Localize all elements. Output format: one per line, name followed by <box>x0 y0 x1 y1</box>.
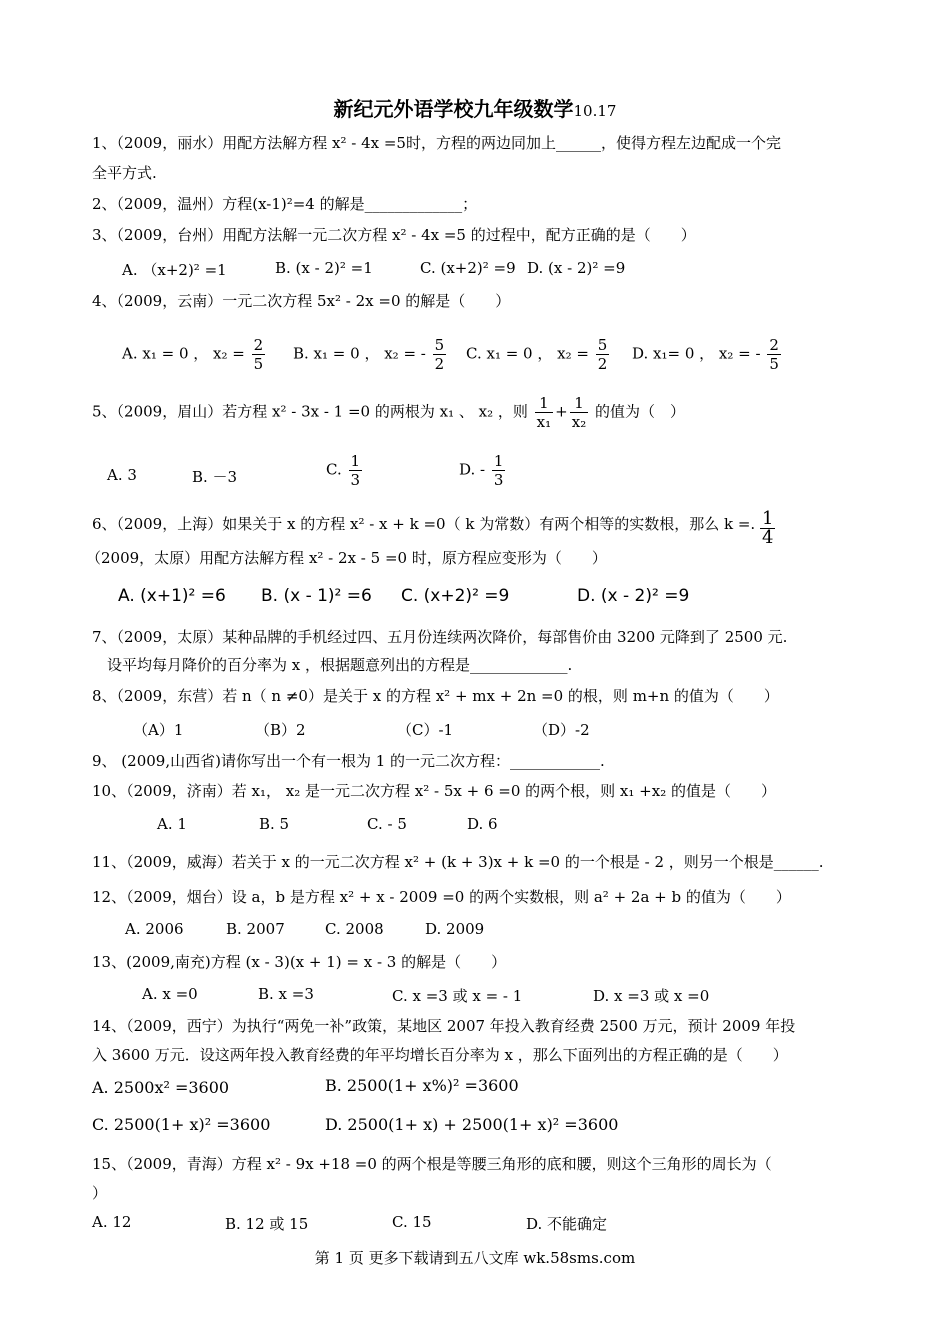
q4-option-c-text: C. x₁ = 0 ， x₂ = <box>466 344 589 363</box>
q4-option-b <box>293 336 448 373</box>
q4-option-b-frac <box>433 336 447 373</box>
frac-den: 4 <box>762 527 774 548</box>
q15-option-d: D. 不能确定 <box>526 1215 608 1233</box>
frac-num: 1 <box>493 452 504 470</box>
frac-den: 3 <box>493 471 504 489</box>
frac-den: 5 <box>769 355 779 373</box>
q4-option-c-frac <box>596 336 610 373</box>
question-1-cont: 全平方式. <box>92 164 157 182</box>
question-13: 13、(2009,南充)方程 (x - 3)(x + 1) = x - 3 的解是（ ） <box>92 953 507 971</box>
question-14: 14、（2009，西宁）为执行“两免一补”政策，某地区 2007 年投入教育经费 2500 万元，预计 2009 年投 <box>92 1017 796 1035</box>
question-5: 5、（2009，眉山）若方程 x² - 3x - 1 =0 的两根为 x₁ 、 x₂ ，则 $\frac{1}{\text{x₁}}$ + $\frac{1}{\text{x₂}}$ 的值为（ ） <box>92 394 686 431</box>
q5-text-b: 的值为（ ） <box>595 402 686 421</box>
q5-option-d-text: D. - <box>459 460 486 479</box>
q5-option-d-frac <box>492 452 506 489</box>
question-8: 8、（2009，东营）若 n（ n ≠0）是关于 x 的方程 x² + mx + 2n =0 的根，则 m+n 的值为（ ） <box>92 687 779 705</box>
q4-option-a-text: A. x₁ = 0 ， x₂ = <box>122 344 245 363</box>
q10-option-b: B. 5 <box>259 815 290 833</box>
q4-option-c <box>466 336 611 373</box>
q14-option-d: D. 2500(1+ x) + 2500(1+ x)² =3600 <box>325 1115 619 1134</box>
frac-num: 5 <box>434 336 445 354</box>
question-7: 7、（2009，太原）某种品牌的手机经过四、五月份连续两次降价，每部售价由 3200 元降到了 2500 元. <box>92 628 788 646</box>
q5-frac-1 <box>535 394 553 431</box>
q13-option-b: B. x =3 <box>258 985 314 1003</box>
question-1: 1、（2009，丽水）用配方法解方程 x² - 4x =5时，方程的两边同加上______，使得方程左边配成一个完 <box>92 134 781 152</box>
q15-option-b: B. 12 或 15 <box>225 1215 309 1233</box>
q12-option-d: D. 2009 <box>425 920 485 938</box>
q5-option-b: B. －3 <box>192 468 238 486</box>
q13-option-d: D. x =3 或 x =0 <box>593 987 710 1005</box>
page-footer: 第 1 页 更多下载请到五八文库 wk.58sms.com <box>314 1249 636 1267</box>
q15-option-a: A. 12 <box>92 1213 132 1231</box>
frac-den: 2 <box>597 355 608 373</box>
q10-option-a: A. 1 <box>157 815 187 833</box>
q6-answer-frac <box>758 510 777 547</box>
frac-num: 1 <box>762 508 774 529</box>
question-6-sub: （2009，太原）用配方法解方程 x² - 2x - 5 =0 时，原方程应变形为（ ） <box>86 549 607 567</box>
q8-option-a: （A）1 <box>133 721 184 739</box>
q6-frac <box>760 510 775 547</box>
q10-option-d: D. 6 <box>467 815 498 833</box>
frac-num: 2 <box>253 336 264 354</box>
q3-option-a: A. （x+2)² =1 <box>122 261 227 279</box>
q6-option-a: A. (x+1)² =6 <box>118 586 226 606</box>
question-14-cont: 入 3600 万元．设这两年投入教育经费的年平均增长百分率为 x ，那么下面列出的方程正确的是（ ） <box>92 1046 788 1064</box>
q4-option-a-frac <box>252 336 266 373</box>
question-6: 6、（2009，上海）如果关于 x 的方程 x² - x + k =0（ k 为常数）有两个相等的实数根，那么 k =. <box>92 515 756 533</box>
page-title <box>0 93 950 122</box>
title-date: 10.17 <box>573 102 617 120</box>
q4-option-b-text: B. x₁ = 0 ， x₂ = - <box>293 344 426 363</box>
q5-frac-2 <box>570 394 588 431</box>
question-9: 9、 (2009,山西省)请你写出一个有一根为 1 的一元二次方程：____________. <box>92 752 605 770</box>
question-7-cont: 设平均每月降价的百分率为 x ，根据题意列出的方程是_____________. <box>107 656 573 674</box>
q3-option-c: C. (x+2)² =9 <box>420 259 516 277</box>
frac-den: 3 <box>350 471 361 489</box>
frac-den: 5 <box>253 355 264 373</box>
question-11: 11、（2009，威海）若关于 x 的一元二次方程 x² + (k + 3)x + k =0 的一个根是 - 2 ，则另一个根是______. <box>92 853 824 871</box>
q6-option-c: C. (x+2)² =9 <box>401 586 510 606</box>
q3-option-d: D. (x - 2)² =9 <box>527 259 626 277</box>
question-15: 15、（2009，青海）方程 x² - 9x +18 =0 的两个根是等腰三角形的底和腰，则这个三角形的周长为（ <box>92 1155 772 1173</box>
title-main: 新纪元外语学校九年级数学 <box>333 97 574 121</box>
question-10: 10、（2009，济南）若 x₁， x₂ 是一元二次方程 x² - 5x + 6 =0 的两个根，则 x₁ +x₂ 的值是（ ） <box>92 782 776 800</box>
q5-option-c <box>326 452 364 489</box>
q14-option-b: B. 2500(1+ x%)² =3600 <box>325 1076 519 1095</box>
frac-num: 1 <box>570 394 588 413</box>
q5-option-a: A. 3 <box>107 466 137 484</box>
q14-option-a: A. 2500x² =3600 <box>92 1078 230 1097</box>
q12-option-a: A. 2006 <box>125 920 184 938</box>
q14-option-c: C. 2500(1+ x)² =3600 <box>92 1115 271 1134</box>
q15-option-c: C. 15 <box>392 1213 432 1231</box>
q4-option-a <box>122 336 267 373</box>
q8-option-b: （B）2 <box>255 721 306 739</box>
q4-option-d <box>632 336 783 373</box>
question-2: 2、（2009，温州）方程(x-1)²=4 的解是_____________； <box>92 195 478 213</box>
frac-num: 1 <box>535 394 553 413</box>
q8-option-d: （D）-2 <box>533 721 590 739</box>
q3-option-b: B. (x - 2)² =1 <box>275 259 373 277</box>
frac-num: 2 <box>769 336 779 354</box>
frac-den: x₂ <box>571 413 587 431</box>
q13-option-a: A. x =0 <box>142 985 198 1003</box>
q12-option-c: C. 2008 <box>325 920 384 938</box>
question-4: 4、（2009，云南）一元二次方程 5x² - 2x =0 的解是（ ） <box>92 292 511 310</box>
q13-option-c: C. x =3 或 x = - 1 <box>392 987 523 1005</box>
q5-option-c-frac <box>349 452 363 489</box>
question-3: 3、（2009，台州）用配方法解一元二次方程 x² - 4x =5 的过程中，配方正确的是（ ） <box>92 226 696 244</box>
frac-num: 5 <box>597 336 608 354</box>
q8-option-c: （C）-1 <box>397 721 454 739</box>
frac-den: x₁ <box>536 413 552 431</box>
q4-option-d-frac <box>767 336 781 373</box>
q12-option-b: B. 2007 <box>226 920 285 938</box>
question-12: 12、（2009，烟台）设 a，b 是方程 x² + x - 2009 =0 的两个实数根，则 a² + 2a + b 的值为（ ） <box>92 888 791 906</box>
q4-option-d-text: D. x₁= 0 ， x₂ = - <box>632 344 761 363</box>
q5-option-d <box>459 452 507 489</box>
question-15-cont: ） <box>92 1184 108 1202</box>
q5-text-a: 5、（2009，眉山）若方程 x² - 3x - 1 =0 的两根为 x₁ 、 x₂ ，则 <box>92 402 528 421</box>
q6-option-b: B. (x - 1)² =6 <box>261 586 372 606</box>
q10-option-c: C. - 5 <box>367 815 407 833</box>
frac-num: 1 <box>350 452 361 470</box>
q5-option-c-text: C. <box>326 460 342 479</box>
frac-den: 2 <box>434 355 445 373</box>
q6-option-d: D. (x - 2)² =9 <box>577 586 690 606</box>
